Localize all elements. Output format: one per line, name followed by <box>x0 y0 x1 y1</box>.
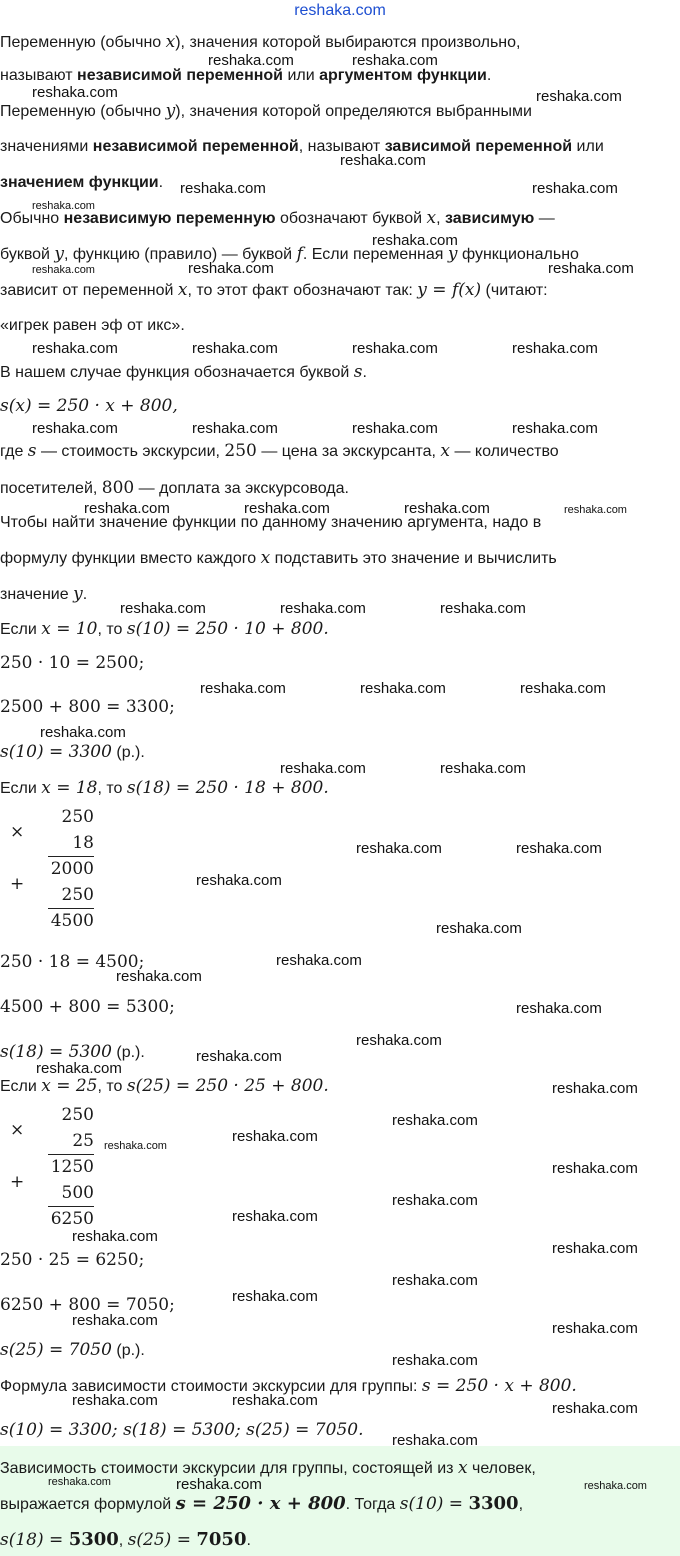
watermark: reshaka.com <box>404 500 490 517</box>
watermark: reshaka.com <box>552 1240 638 1257</box>
text-line: Переменную (обычно y), значения которой определяются выбранными <box>0 101 532 121</box>
watermark: reshaka.com <box>84 500 170 517</box>
watermark: reshaka.com <box>72 1392 158 1409</box>
watermark: reshaka.com <box>340 152 426 169</box>
calc-line: 4500 + 800 = 5300; <box>0 997 175 1017</box>
watermark: reshaka.com <box>440 600 526 617</box>
case-25-heading: Если x = 25, то s(25) = 250 · 25 + 800. <box>0 1076 329 1096</box>
watermark: reshaka.com <box>356 1032 442 1049</box>
watermark: reshaka.com <box>516 840 602 857</box>
watermark: reshaka.com <box>372 232 458 249</box>
watermark: reshaka.com <box>200 680 286 697</box>
answer-line: выражается формулой s = 250 · x + 800. Тогда s(10) = 3300, <box>0 1493 524 1514</box>
watermark: reshaka.com <box>196 872 282 889</box>
function-formula: s(x) = 250 · x + 800, <box>0 396 178 416</box>
watermark: reshaka.com <box>40 724 126 741</box>
watermark: reshaka.com <box>232 1128 318 1145</box>
watermark: reshaka.com <box>392 1432 478 1449</box>
text-line: Переменную (обычно x), значения которой выбираются произвольно, <box>0 32 521 52</box>
watermark: reshaka.com <box>392 1272 478 1289</box>
watermark: reshaka.com <box>532 180 618 197</box>
watermark: reshaka.com <box>520 680 606 697</box>
watermark: reshaka.com <box>280 760 366 777</box>
calc-line: 250 · 25 = 6250; <box>0 1250 145 1270</box>
plus-sign: + <box>10 874 25 894</box>
watermark: reshaka.com <box>32 200 95 212</box>
watermark: reshaka.com <box>72 1228 158 1245</box>
watermark: reshaka.com <box>392 1192 478 1209</box>
watermark: reshaka.com <box>32 84 118 101</box>
watermark: reshaka.com <box>356 840 442 857</box>
column-rule <box>48 1154 94 1155</box>
watermark: reshaka.com <box>116 968 202 985</box>
watermark: reshaka.com <box>232 1288 318 1305</box>
text-line: В нашем случае функция обозначается буквой s. <box>0 362 367 382</box>
answer-line: s(18) = 5300, s(25) = 7050. <box>0 1529 251 1550</box>
watermark: reshaka.com <box>436 920 522 937</box>
watermark: reshaka.com <box>192 340 278 357</box>
plus-sign: + <box>10 1172 25 1192</box>
calc-line: 250 · 10 = 2500; <box>0 653 145 673</box>
watermark: reshaka.com <box>232 1392 318 1409</box>
case-18-heading: Если x = 18, то s(18) = 250 · 18 + 800. <box>0 778 329 798</box>
watermark: reshaka.com <box>48 1476 111 1488</box>
calc-result: s(10) = 3300 (р.). <box>0 742 145 762</box>
watermark: reshaka.com <box>104 1140 167 1152</box>
text-line: Чтобы найти значение функции по данному значению аргумента, надо в <box>0 514 542 531</box>
watermark: reshaka.com <box>32 340 118 357</box>
watermark: reshaka.com <box>120 600 206 617</box>
watermark: reshaka.com <box>276 952 362 969</box>
watermark: reshaka.com <box>512 340 598 357</box>
summary-formula: Формула зависимости стоимости экскурсии для группы: s = 250 · x + 800. <box>0 1376 577 1396</box>
watermark: reshaka.com <box>352 340 438 357</box>
watermark: reshaka.com <box>36 1060 122 1077</box>
text-line: значение y. <box>0 584 88 604</box>
watermark: reshaka.com <box>72 1312 158 1329</box>
watermark: reshaka.com <box>352 52 438 69</box>
text-line: Обычно независимую переменную обозначают буквой x, зависимую — <box>0 208 555 228</box>
text-line: значениями независимой переменной, называют зависимой переменной или <box>0 138 604 155</box>
watermark: reshaka.com <box>440 760 526 777</box>
site-header-link[interactable]: reshaka.com <box>294 2 386 19</box>
calc-line: 2500 + 800 = 3300; <box>0 697 175 717</box>
column-rule <box>48 908 94 909</box>
text-line: буквой y, функцию (правило) — буквой f. Если переменная y функционально <box>0 244 579 264</box>
summary-values: s(10) = 3300; s(18) = 5300; s(25) = 7050. <box>0 1420 364 1440</box>
watermark: reshaka.com <box>552 1080 638 1097</box>
watermark: reshaka.com <box>552 1400 638 1417</box>
text-line: называют независимой переменной или аргументом функции. <box>0 67 492 84</box>
watermark: reshaka.com <box>564 504 627 516</box>
watermark: reshaka.com <box>548 260 634 277</box>
watermark: reshaka.com <box>552 1160 638 1177</box>
watermark: reshaka.com <box>360 680 446 697</box>
watermark: reshaka.com <box>244 500 330 517</box>
watermark: reshaka.com <box>552 1320 638 1337</box>
watermark: reshaka.com <box>188 260 274 277</box>
text-line: где s — стоимость экскурсии, 250 — цена за экскурсанта, x — количество <box>0 441 559 461</box>
watermark: reshaka.com <box>512 420 598 437</box>
case-10-heading: Если x = 10, то s(10) = 250 · 10 + 800. <box>0 619 329 639</box>
answer-line: Зависимость стоимости экскурсии для группы, состоящей из x человек, <box>0 1458 536 1478</box>
watermark: reshaka.com <box>536 88 622 105</box>
text-line: значением функции. <box>0 174 164 191</box>
watermark: reshaka.com <box>180 180 266 197</box>
column-multiplication: 250 25 1250 500 6250 <box>50 1105 94 1229</box>
text-line: зависит от переменной x, то этот факт обозначают так: y = f(x) (читают: <box>0 280 548 300</box>
watermark: reshaka.com <box>176 1476 262 1493</box>
column-rule <box>48 1206 94 1207</box>
calc-line: 250 · 18 = 4500; <box>0 952 145 972</box>
watermark: reshaka.com <box>232 1208 318 1225</box>
watermark: reshaka.com <box>584 1480 647 1492</box>
multiply-sign: × <box>10 822 25 842</box>
column-multiplication: 250 18 2000 250 4500 <box>50 807 94 931</box>
watermark: reshaka.com <box>392 1352 478 1369</box>
text-line: формулу функции вместо каждого x подставить это значение и вычислить <box>0 548 557 568</box>
calc-line: 6250 + 800 = 7050; <box>0 1295 175 1315</box>
watermark: reshaka.com <box>516 1000 602 1017</box>
watermark: reshaka.com <box>208 52 294 69</box>
calc-result: s(18) = 5300 (р.). <box>0 1042 145 1062</box>
multiply-sign: × <box>10 1120 25 1140</box>
watermark: reshaka.com <box>32 420 118 437</box>
watermark: reshaka.com <box>352 420 438 437</box>
calc-result: s(25) = 7050 (р.). <box>0 1340 145 1360</box>
text-line: посетителей, 800 — доплата за экскурсовода. <box>0 478 349 498</box>
watermark: reshaka.com <box>196 1048 282 1065</box>
watermark: reshaka.com <box>392 1112 478 1129</box>
watermark: reshaka.com <box>192 420 278 437</box>
watermark: reshaka.com <box>280 600 366 617</box>
text-line: «игрек равен эф от икс». <box>0 317 185 334</box>
watermark: reshaka.com <box>32 264 95 276</box>
column-rule <box>48 856 94 857</box>
